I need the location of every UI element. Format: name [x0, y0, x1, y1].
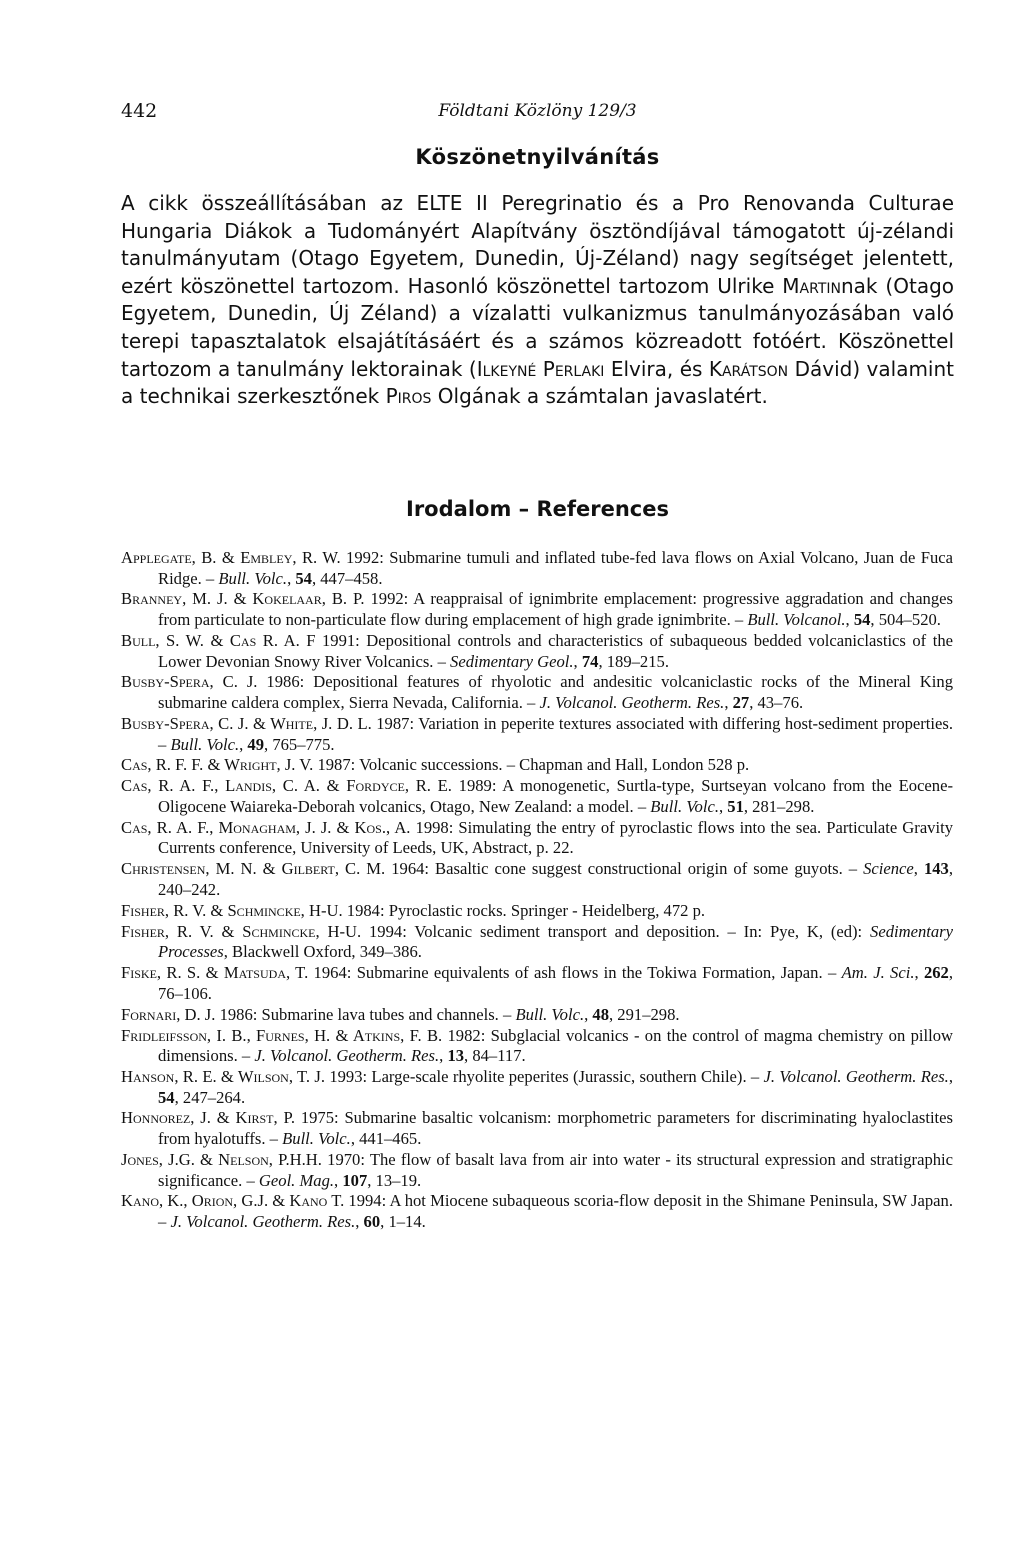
reference-authors: Jones, J.G. & Nelson, P.H.H.: [121, 1149, 322, 1169]
reference-journal: Bull. Volc.: [650, 796, 719, 816]
acknowledgement-heading: Köszönetnyilvánítás: [415, 145, 660, 169]
reference-volume: 51: [727, 796, 744, 816]
ack-text: Elvira, és: [604, 356, 709, 381]
reference-text: 1993: Large-scale rhyolite peperites (Jurassic, southern Chile). –: [325, 1067, 764, 1086]
ack-person-name: Ilkeyné Perlaki: [476, 356, 605, 381]
reference-volume: 107: [342, 1170, 368, 1190]
acknowledgement-paragraph: [121, 190, 954, 411]
reference-separator: ,: [724, 693, 733, 713]
reference-journal: J. Volcanol. Geotherm. Res.: [170, 1212, 356, 1232]
reference-volume: 54: [295, 568, 312, 588]
reference-journal: Science: [863, 859, 914, 879]
reference-journal: Bull. Volc.: [170, 734, 240, 754]
reference-pages: , 1–14.: [380, 1212, 426, 1232]
reference-journal: Geol. Mag.: [258, 1170, 335, 1190]
reference-separator: ,: [913, 859, 924, 879]
reference-entry: [121, 963, 953, 1004]
reference-authors: Busby-Spera, C. J.: [121, 672, 258, 692]
reference-separator: ,: [439, 1046, 448, 1066]
reference-pages: , 504–520.: [870, 610, 941, 630]
reference-authors: Branney, M. J. & Kokelaar, B. P.: [121, 589, 365, 609]
reference-pages: , 84–117.: [464, 1046, 526, 1066]
reference-authors: Fornari, D. J.: [121, 1004, 216, 1024]
reference-pages: , 281–298.: [743, 796, 815, 816]
reference-separator: ,: [334, 1170, 343, 1190]
reference-authors: Applegate, B. & Embley, R. W.: [121, 548, 341, 567]
reference-volume: 54: [853, 610, 871, 630]
references-heading: Irodalom – References: [406, 497, 669, 521]
reference-pages: , 247–264.: [174, 1087, 246, 1107]
reference-volume: 60: [363, 1212, 381, 1232]
reference-authors: Christensen, M. N. & Gilbert, C. M.: [121, 859, 386, 879]
ack-text: A cikk összeállításában az ELTE II Peregrinatio és a Pro Renovanda Culturae Hungaria Diákok a Tudományért Alapítvány ösztöndíjával támogatott új-zélandi tanulmányutam (Otago Egyetem, Dunedin, Új-Zéland) nagy segítséget jelentett, ezért köszönettel tartozom. Hasonló köszönettel tartozom Ulrike: [121, 191, 954, 298]
reference-text: 1992: Submarine tumuli and inflated tube-fed lava flows on Axial Volcano, Juan de Fuca Ridge. –: [158, 548, 953, 588]
reference-entry: [121, 548, 953, 589]
reference-authors: Busby-Spera, C. J. & White, J. D. L.: [121, 713, 372, 733]
reference-volume: 262: [923, 963, 949, 983]
reference-authors: Cas, R. A. F., Monagham, J. J. & Kos., A.: [121, 817, 411, 837]
reference-entry: [121, 1067, 953, 1108]
reference-entry: [121, 631, 953, 672]
reference-volume: 27: [732, 693, 750, 713]
reference-journal: Bull. Volc.: [218, 568, 288, 588]
ack-text: nak (Otago Egyetem, Dunedin, Új Zéland) a vízalatti vulkanizmus tanulmányozásában való terepi tapasztalatok elsajátításáért és a számos közreadott fotóért. Köszönettel tartozom a tanulmány lektorainak (: [121, 273, 954, 381]
reference-authors: Cas, R. A. F., Landis, C. A. & Fordyce, R. E.: [121, 776, 452, 796]
reference-volume: 48: [592, 1004, 609, 1024]
reference-entry: [121, 901, 953, 922]
reference-pages: , 76–106.: [158, 963, 953, 1003]
reference-text: 1992: A reappraisal of ignimbrite emplacement: progressive aggradation and changes from particulate to non-particulate flow during emplacement of high grade ignimbrite. –: [158, 589, 953, 630]
reference-entry: [121, 755, 953, 776]
reference-text: 1964: Basaltic cone suggest constructional origin of some guyots. –: [385, 859, 864, 879]
journal-title: Földtani Közlöny 129/3: [438, 101, 637, 121]
reference-text: 1987: Volcanic successions. – Chapman and Hall, London 528 p.: [313, 755, 750, 775]
reference-entry: [121, 1191, 953, 1232]
reference-separator: ,: [573, 651, 582, 671]
reference-text: 1984: Pyroclastic rocks. Springer - Heidelberg, 472 p.: [342, 900, 706, 920]
reference-separator: ,: [287, 568, 296, 588]
reference-text: 1975: Submarine basaltic volcanism: morphometric parameters for discriminating hyaloclastites from hyalotuffs. –: [158, 1108, 953, 1149]
reference-separator: ,: [718, 796, 728, 816]
reference-text: 1986: Submarine lava tubes and channels. –: [215, 1004, 516, 1024]
reference-text: 1998: Simulating the entry of pyroclastic flows into the sea. Particulate Gravity Currents conference, University of Leeds, UK, Abstract, p. 22.: [158, 817, 953, 858]
reference-volume: 54: [158, 1087, 175, 1107]
reference-authors: Honnorez, J. & Kirst, P.: [121, 1108, 295, 1128]
reference-journal: Sedimentary Processes: [158, 921, 953, 962]
reference-entry: [121, 922, 953, 963]
reference-pages: , 447–458.: [311, 568, 383, 588]
ack-text: Dávid) valamint a technikai szerkesztőnek: [121, 356, 955, 409]
reference-pages: , 13–19.: [367, 1170, 422, 1190]
reference-pages: , Blackwell Oxford, 349–386.: [223, 942, 422, 962]
reference-volume: 143: [923, 859, 949, 879]
ack-person-name: Piros: [385, 384, 432, 409]
reference-text: 1982: Subglacial volcanics - on the control of magma chemistry on pillow dimensions. –: [158, 1025, 953, 1066]
reference-journal: J. Volcanol. Geotherm. Res.: [254, 1046, 440, 1066]
reference-pages: , 240–242.: [158, 859, 953, 899]
reference-entry: [121, 1108, 953, 1149]
page-number: 442: [121, 100, 158, 122]
reference-authors: Fridleifsson, I. B., Furnes, H. & Atkins, F. B.: [121, 1025, 443, 1045]
reference-authors: Hanson, R. E. & Wilson, T. J.: [121, 1067, 325, 1086]
reference-authors: Cas, R. F. F. & Wright, J. V.: [121, 755, 314, 775]
reference-authors: Fisher, R. V. & Schmincke, H-U.: [121, 921, 362, 941]
ack-person-name: Martin: [782, 273, 841, 298]
reference-entry: [121, 859, 953, 900]
reference-journal: Am. J. Sci.: [841, 963, 915, 983]
reference-text: 1986: Depositional features of rhyolotic and andesitic volcaniclastic rocks of the Mineral King submarine caldera complex, Sierra Nevada, California. –: [158, 672, 953, 713]
reference-separator: ,: [355, 1212, 364, 1232]
reference-separator: ,: [914, 963, 924, 983]
reference-journal: J. Volcanol. Geotherm. Res.: [539, 693, 725, 713]
reference-pages: , 441–465.: [350, 1129, 422, 1149]
reference-authors: Bull, S. W. & Cas R. A. F: [121, 630, 316, 650]
reference-list: [121, 548, 953, 1233]
reference-journal: Bull. Volc.: [282, 1129, 351, 1149]
reference-volume: 49: [247, 734, 265, 754]
reference-pages: , 189–215.: [598, 651, 669, 671]
reference-entry: [121, 1150, 953, 1191]
reference-text: 1964: Submarine equivalents of ash flows in the Tokiwa Formation, Japan. –: [308, 963, 842, 983]
reference-entry: [121, 1026, 953, 1067]
reference-authors: Kano, K., Orion, G.J. & Kano T.: [121, 1191, 345, 1211]
reference-separator: ,: [239, 734, 248, 754]
reference-volume: 13: [447, 1046, 465, 1066]
reference-text: 1994: A hot Miocene subaqueous scoria-flow deposit in the Shimane Peninsula, SW Japan. –: [158, 1191, 953, 1232]
reference-authors: Fiske, R. S. & Matsuda, T.: [121, 963, 309, 983]
reference-authors: Fisher, R. V. & Schmincke, H-U.: [121, 900, 343, 920]
reference-journal: Bull. Volc.: [515, 1004, 585, 1024]
reference-separator: ,: [948, 1067, 953, 1086]
reference-journal: Bull. Volcanol.: [747, 610, 846, 630]
running-header: [121, 100, 954, 124]
reference-pages: , 43–76.: [749, 693, 804, 713]
reference-text: 1987: Variation in peperite textures associated with differing host-sediment properties. –: [158, 713, 953, 754]
reference-text: 1970: The flow of basalt lava from air into water - its structural expression and stratigraphic significance. –: [158, 1149, 954, 1190]
reference-text: 1994: Volcanic sediment transport and deposition. – In: Pye, K, (ed):: [361, 921, 871, 941]
reference-text: 1989: A monogenetic, Surtla-type, Surtseyan volcano from the Eocene-Oligocene Waiareka-Deborah volcanics, Otago, New Zealand: a model. –: [158, 776, 953, 816]
reference-entry: [121, 672, 953, 713]
reference-entry: [121, 714, 953, 755]
ack-text: Olgának a számtalan javaslatért.: [431, 384, 768, 409]
reference-volume: 74: [581, 651, 599, 671]
reference-pages: , 291–298.: [609, 1004, 680, 1024]
reference-entry: [121, 589, 953, 630]
reference-pages: , 765–775.: [264, 734, 335, 754]
reference-entry: [121, 818, 953, 859]
reference-journal: J. Volcanol. Geotherm. Res.: [763, 1067, 949, 1086]
reference-entry: [121, 1005, 953, 1026]
reference-separator: ,: [584, 1004, 593, 1024]
reference-separator: ,: [845, 610, 854, 630]
ack-person-name: Karátson: [708, 356, 789, 381]
reference-text: 1991: Depositional controls and characteristics of subaqueous bedded volcaniclastics of the Lower Devonian Snowy River Volcanics. –: [158, 630, 953, 671]
reference-journal: Sedimentary Geol.: [450, 651, 574, 671]
reference-entry: [121, 776, 953, 817]
